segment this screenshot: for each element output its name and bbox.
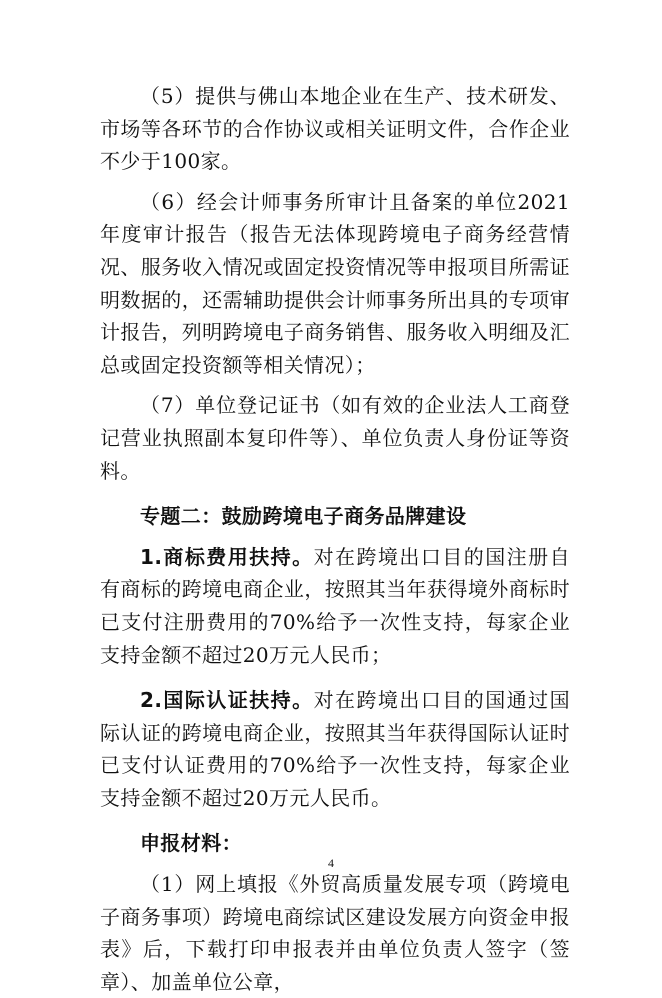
item-body-certification: 对在跨境出口目的国通过国际认证的跨境电商企业，按照其当年获得国际认证时已支付认证费用的70%给予一次性支持，每家企业支持金额不超过20万元人民币。 bbox=[100, 688, 570, 810]
page-number: 4 bbox=[328, 856, 334, 870]
paragraph-certification-support bbox=[100, 684, 570, 814]
paragraph-material-1: （1）网上填报《外贸高质量发展专项（跨境电子商务事项）跨境电商综试区建设发展方向资金申报表》后，下载打印申报表并由单位负责人签字（签章）、加盖单位公章， bbox=[100, 872, 570, 994]
item-body-trademark: 对在跨境出口目的国注册自有商标的跨境电商企业，按照其当年获得境外商标时已支付注册费用的70%给予一次性支持，每家企业支持金额不超过20万元人民币； bbox=[100, 544, 570, 667]
paragraph-item-6: （6）经会计师事务所审计且备案的单位2021年度审计报告（报告无法体现跨境电子商务经营情况、服务收入情况或固定投资情况等申报项目所需证明数据的，还需辅助提供会计师事务所出具的专项审计报告，列明跨境电子商务销售、服务收入明细及汇总或固定投资额等相关情况）； bbox=[100, 189, 570, 377]
paragraph-trademark-support bbox=[100, 541, 570, 671]
item-title-certification: 2.国际认证扶持。 bbox=[140, 688, 314, 713]
paragraph-item-5: （5）提供与佛山本地企业在生产、技术研发、市场等各环节的合作协议或相关证明文件，合作企业不少于100家。 bbox=[100, 84, 570, 174]
item-title-trademark: 1.商标费用扶持。 bbox=[140, 544, 314, 569]
section-heading-materials: 申报材料： bbox=[140, 831, 242, 856]
paragraph-item-7: （7）单位登记证书（如有效的企业法人工商登记营业执照副本复印件等）、单位负责人身份证等资料。 bbox=[100, 393, 570, 483]
section-heading-topic-2: 专题二：鼓励跨境电子商务品牌建设 bbox=[140, 504, 467, 529]
